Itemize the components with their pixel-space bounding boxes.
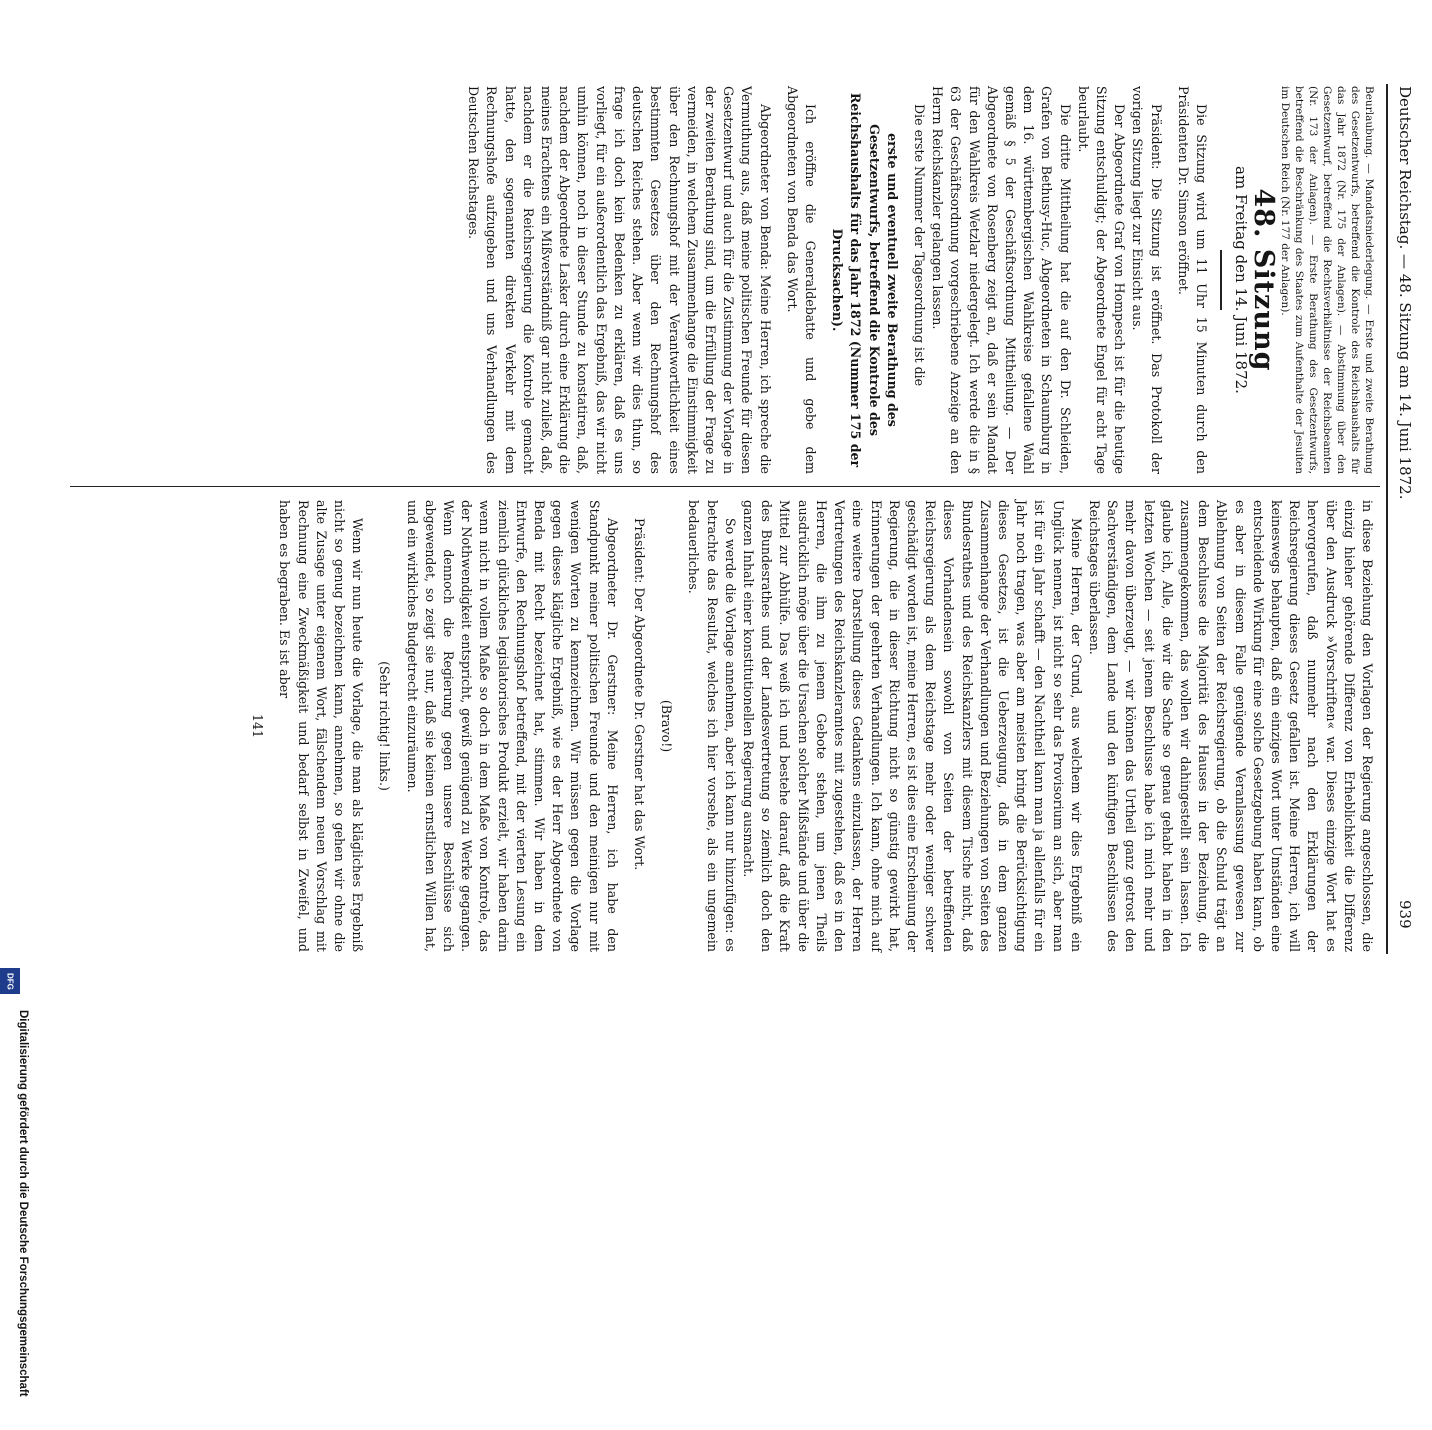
paragraph: Der Abgeordnete Graf von Hompesch ist für die heutige Sitzung entschuldigt; der Abgeordnete Engel für acht Tage beurlaubt.: [1075, 86, 1128, 474]
right-column: [248, 500, 1376, 952]
agenda-summary: Beurlaubung. — Mandatsniederlegung. — Erste und zweite Berathung des Gesetzentwurfs, betreffend die Kontrole des Reichshaushalts für das Jahr 1872 (Nr. 175 der Anlagen). — Abstimmung über den Gesetzentwurf, betreffend die Rechtsverhältnisse der Reichsbeamten (Nr. 173 der Anlagen). — Erste Berathung des Gesetzentwurfs, betreffend die Beschränkung des Staates zum Aufenthalte der Jesuiten im Deutschen Reich (Nr. 177 der Anlagen).: [1279, 86, 1375, 474]
paragraph: Wenn wir nun heute die Vorlage, die man als klägliches Ergebniß nicht so genug bezeichnen kann, annehmen, so gehen wir ohne die alte Zusage unter eigenem Wort, fälschendem neuen Vorschlag mit Rechnung eine Zweckmäßigkeit und bedarf selbst in Zweifel, und haben es begraben. Es ist aber: [277, 500, 366, 952]
paragraph: Abgeordneter von Benda: Meine Herren, ich spreche die Vermuthung aus, daß meine politischen Freunde für diesen Gesetzentwurf und auch für die Zustimmung der Vorlage in der zweiten Berathung sind, um die Erfüllung der Frage zu vermeiden, in welchem Zusammenhange die Einstimmigkeit über den Rechnungshof mit der Verantwortlichkeit eines bestimmten Gesetzes über den Rechnungshof des deutschen Reiches stehen. Aber wenn wir dies thun, so frage ich doch kein Bedenken zu erklären, daß es uns vorliegt, für ein außerordentlich das Ergebniß, das wir nicht umhin können, noch in dieser Stunde zu konstatiren, daß, nachdem der Abgeordnete Lasker durch eine Erklärung die meines Erachtens ein Mißverständniß gar nicht zuließ, daß, nachdem er die Reichsregierung die Kontrole gemacht hatte, den sogenannten direkten Verkehr mit dem Rechnungshofe aufzugeben und uns Verhandlungen des Deutschen Reichstages.: [466, 86, 773, 474]
dfg-logo-icon: DFG: [0, 968, 20, 994]
header-rule: [1387, 84, 1389, 954]
agenda-item: erste und eventuell zweite Berathung des Gesetzentwurfs, betreffend die Kontrole des Reichshaushalts für das Jahr 1872 (Nummer 175 der Drucksachen).: [830, 92, 900, 468]
paragraph: Präsident: Die Sitzung ist eröffnet. Das Protokoll der vorigen Sitzung liegt zur Einsicht aus.: [1130, 86, 1164, 474]
funding-note-text: Digitalisierung gefördert durch die Deutsche Forschungsgemeinschaft: [17, 1010, 29, 1397]
paragraph: Die dritte Mittheilung hat die auf den Dr. Schleiden, Grafen von Bethusy-Huc, Abgeordneten in Schaumburg in dem 16. württembergischen Wahlkreise gefallene Wahl gemäß § 5 der Geschäftsordnung Mittheilung. — Der Abgeordnete von Rosenberg zeigt an, daß er sein Mandat für den Wahlkreis Wetzlar niedergelegt. Ich werde die in § 63 der Geschäftsordnung vorgeschriebene Anzeige an den Herrn Reichskanzler gelangen lassen.: [930, 86, 1073, 474]
session-date: am Freitag den 14. Juni 1872.: [1231, 166, 1250, 394]
paragraph: Meine Herren, der Grund, aus welchem wir dies Ergebniß ein Unglück nennen, ist nicht so sehr das Provisorium an sich, aber man ist für ein Jahr schafft — den Nachtheil kann man ja allenfalls für ein Jahr noch tragen, was aber am meisten bringt die Berücksichtigung dieses Gesetzes, ist die Ueberzeugung, daß in dem ganzen Zusammenhange der Verhandlungen und Beziehungen von Seiten des Bundesrathes und des Reichskanzlers mit diesem Tische nicht, daß dieses Vorhandensein sowohl von Seiten der betreffenden Reichsregierung als dem Reichstage mehr oder weniger schwer geschädigt worden ist, meine Herren, es ist dies eine Erscheinung der Regierung, die in dieser Richtung nicht so günstig gewirkt hat, Erinnerungen der geehrten Verhandlungen. Ich kann, ohne mich auf eine weitere Darstellung dieses Gedankens einzulassen, der Herren Vertretungen des Reichskanzleramtes mit zugestehen, daß es in den Herren, die ihm zu jenem Gebote stehen, um jenen Theils ausdrücklich möge über die Ursachen solcher Mißstände und über die Mittel zur Abhülfe. Das weiß ich und bestehe darauf, daß die Kraft des Bundesrathes und der Landesvertretung so ziemlich doch den ganzen Inhalt einer konstitutionellen Regierung ausmacht.: [741, 500, 1084, 952]
paragraph: Ich eröffne die Generaldebatte und gebe dem Abgeordneten von Benda das Wort.: [784, 86, 818, 474]
paragraph: in diese Beziehung den Vorlagen der Regierung angeschlossen, die einzig hieher gehörende Differenz von Erheblichkeit die Differenz über den Ausdruck »Vorschriften« war. Dieses einzige Wort hat es hervorgerufen, daß nunmehr nach den Erklärungen der Reichsregierung dieses Gesetz gefallen ist. Meine Herren, ich will keineswegs behaupten, daß ein einziges Wort unter Umständen eine entscheidende Wirkung für eine solche Gesetzgebung haben kann, ob es aber in diesem Falle genügende Veranlassung gewesen zur Ablehnung von Seiten der Reichsregierung, ob die Schuld trägt an dem Beschlusse die Majorität des Hauses in der Beziehung, die zusammengekommen, das wollen wir dahingestellt sein lassen. Ich glaube ich, Alle, die wir die Sache so genau gehabt haben in den letzten Wochen — seit jenem Beschlusse habe ich mich mehr und mehr davon überzeugt, — wir können das Urtheil ganz getrost den Sachverständigen, dem Lande und den künftigen Beschlüssen des Reichstages überlassen.: [1086, 500, 1375, 952]
paragraph: Abgeordneter Dr. Gerstner: Meine Herren, ich habe den Standpunkt meiner politischen Freunde und den meinigen nur mit wenigen Worten zu kennzeichnen. Wir müssen gegen die Vorlage gegen dieses klägliche Ergebniß, wie es der Herr Abgeordnete von Benda mit Recht bezeichnet hat, stimmen. Wir haben in dem Entwurfe, den Rechnungshof betreffend, mit der vierten Lesung ein ziemlich glückliches legislatorisches Produkt erzielt, wir haben darin wenn nicht in vollem Maße so doch in dem Maße von Kontrole, das der Nothwendigkeit entspricht, gewiß genügend zu Werke gegangen. Wenn dennoch die Regierung gegen unsere Beschlüsse sich abgewendet, so zeigt sie nur, daß sie keinen ernstlichen Willen hat, und ein wirkliches Budgetrecht einzuräumen.: [404, 500, 620, 952]
running-header: Deutscher Reichstag. — 48. Sitzung am 14. Juni 1872.: [1396, 86, 1414, 500]
interjection: (Bravo!): [659, 699, 675, 753]
paragraph: Präsident: Der Abgeordnete Dr. Gerstner hat das Wort.: [632, 518, 648, 871]
paragraph: Die erste Nummer der Tagesordnung ist die: [911, 104, 927, 387]
left-column: [464, 86, 1376, 474]
short-rule: [1220, 250, 1222, 310]
signature-mark: 141: [250, 713, 266, 739]
session-title: 48. Sitzung: [1248, 188, 1279, 372]
interjection: (Sehr richtig! links.): [377, 661, 393, 791]
page-number: 939: [1396, 900, 1414, 929]
column-divider: [70, 486, 1380, 487]
funding-note: [8, 1010, 32, 1430]
paragraph: Die Sitzung wird um 11 Uhr 15 Minuten durch den Präsidenten Dr. Simson eröffnet.: [1175, 86, 1209, 474]
paragraph: So werde die Vorlage annehmen, aber ich kann nur hinzufügen: es betrachte das Resultat, welches ich hier vorsehe, als ein ungemein bedauerliches.: [686, 500, 738, 952]
